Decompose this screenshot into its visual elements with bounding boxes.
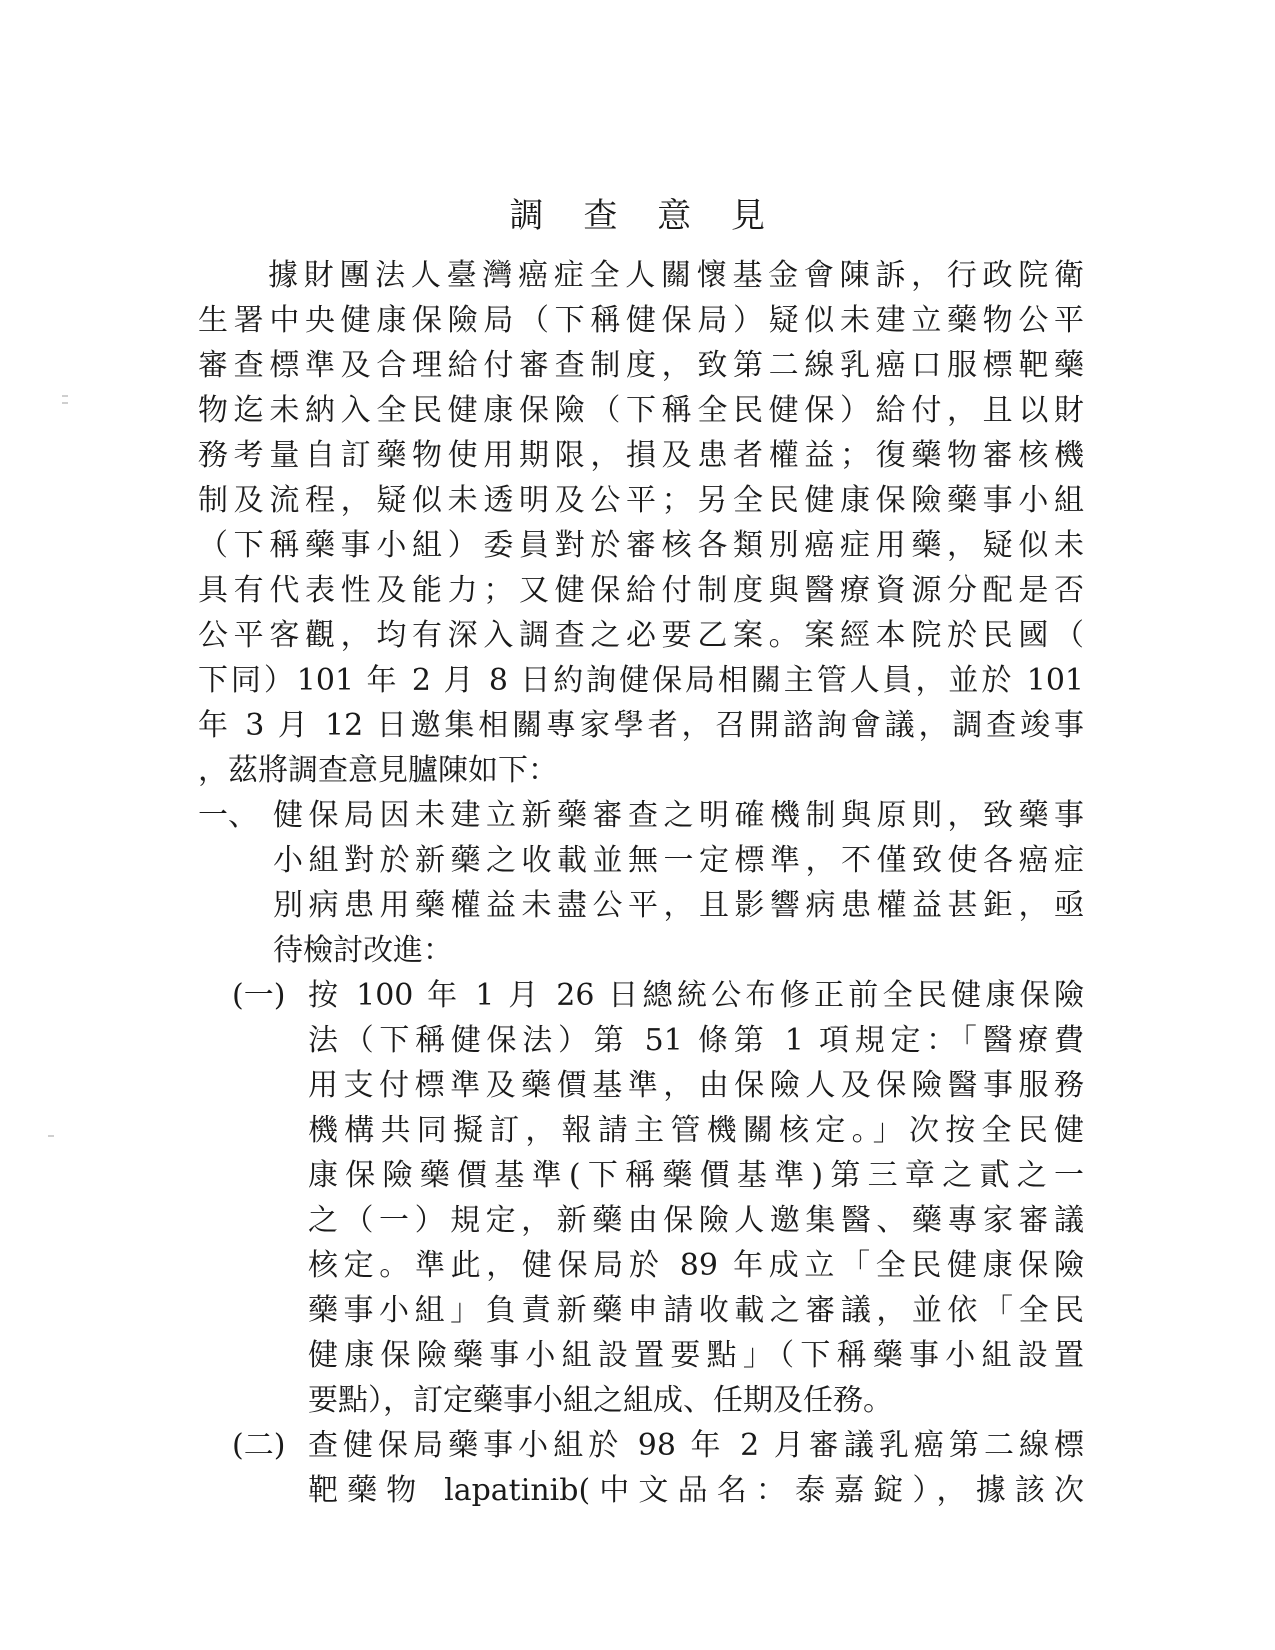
- section-line: 待檢討改進：: [273, 933, 453, 968]
- subsection-line: 機構共同擬訂，報請主管機關核定。」次按全民健: [308, 1113, 1084, 1148]
- intro-line: （下稱藥事小組）委員對於審核各類別癌症用藥，疑似未: [198, 528, 1084, 563]
- page-title: 調 查 意 見: [509, 196, 766, 236]
- intro-line: 物迄未納入全民健康保險（下稱全民健保）給付，且以財: [198, 393, 1084, 428]
- intro-line: 審查標準及合理給付審查制度，致第二線乳癌口服標靶藥: [198, 348, 1084, 383]
- section-line: 健保局因未建立新藥審查之明確機制與原則，致藥事: [273, 798, 1084, 833]
- intro-line: ，茲將調查意見臚陳如下：: [198, 753, 558, 788]
- subsection-line: 靶藥物 lapatinib(中文品名：泰嘉錠），據該次: [308, 1473, 1084, 1508]
- subsection-line: 按 100 年 1 月 26 日總統公布修正前全民健康保險: [308, 978, 1084, 1013]
- subsection-line: 查健保局藥事小組於 98 年 2 月審議乳癌第二線標: [308, 1428, 1084, 1463]
- subsection-line: 健康保險藥事小組設置要點」（下稱藥事小組設置: [308, 1338, 1084, 1373]
- subsection-line: 康保險藥價基準(下稱藥價基準)第三章之貳之一: [308, 1158, 1084, 1193]
- intro-line: 制及流程，疑似未透明及公平；另全民健康保險藥事小組: [198, 483, 1084, 518]
- subsection-line: 法（下稱健保法）第 51 條第 1 項規定：「醫療費: [308, 1023, 1084, 1058]
- intro-line: 生署中央健康保險局（下稱健保局）疑似未建立藥物公平: [198, 303, 1084, 338]
- subsection-line: 核定。準此，健保局於 89 年成立「全民健康保險: [308, 1248, 1084, 1283]
- intro-line: 具有代表性及能力；又健保給付制度與醫療資源分配是否: [198, 573, 1084, 608]
- intro-line: 年 3 月 12 日邀集相關專家學者，召開諮詢會議，調查竣事: [198, 708, 1084, 743]
- intro-line: 公平客觀，均有深入調查之必要乙案。案經本院於民國（: [198, 618, 1084, 653]
- subsection-line: 藥事小組」負責新藥申請收載之審議，並依「全民: [308, 1293, 1084, 1328]
- scan-speck: [62, 402, 68, 404]
- subsection-line: 要點），訂定藥事小組之組成、任期及任務。: [308, 1383, 893, 1418]
- subsection-line: 用支付標準及藥價基準，由保險人及保險醫事服務: [308, 1068, 1084, 1103]
- section-line: 別病患用藥權益未盡公平，且影響病患權益甚鉅，亟: [273, 888, 1084, 923]
- intro-line: 下同）101 年 2 月 8 日約詢健保局相關主管人員，並於 101: [198, 663, 1084, 698]
- subsection-marker: (二): [232, 1428, 286, 1463]
- subsection-line: 之（一）規定，新藥由保險人邀集醫、藥專家審議: [308, 1203, 1084, 1238]
- scan-speck: [62, 395, 68, 397]
- section-line: 小組對於新藥之收載並無一定標準，不僅致使各癌症: [273, 843, 1084, 878]
- intro-line: 務考量自訂藥物使用期限，損及患者權益；復藥物審核機: [198, 438, 1084, 473]
- subsection-marker: (一): [232, 978, 286, 1013]
- intro-line: 據財團法人臺灣癌症全人關懷基金會陳訴，行政院衛: [268, 258, 1084, 293]
- scan-speck: [48, 1135, 54, 1137]
- section-marker: 一、: [198, 798, 258, 833]
